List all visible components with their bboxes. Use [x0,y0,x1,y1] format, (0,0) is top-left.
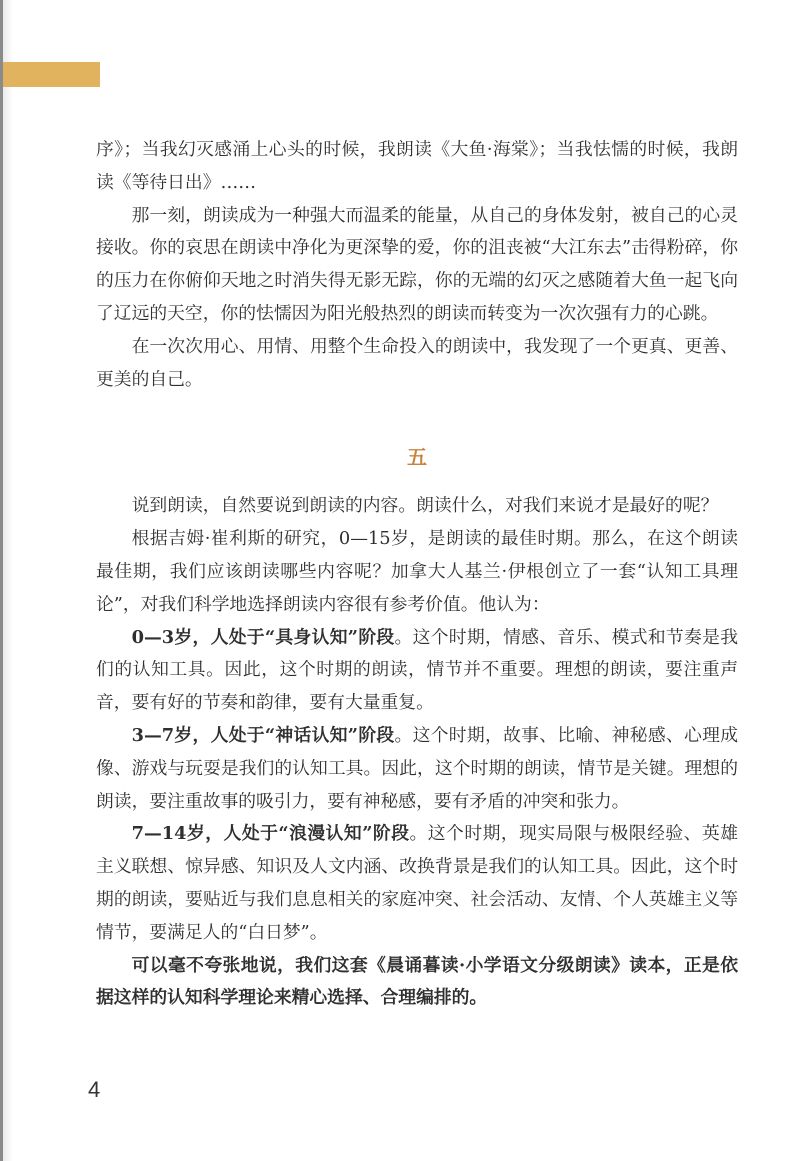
paragraph: 在一次次用心、用情、用整个生命投入的朗读中，我发现了一个更真、更善、更美的自己。 [96,335,738,390]
stage-body: 。这个时期，情感、音乐、模式和节奏是我们的认知工具。因此，这个时期的朗读，情节并不重要。理想的朗读，要注重声音，要有好的节奏和韵律，要有大量重复。 [96,626,738,714]
stage-lead: 3—7岁，人处于“神话认知”阶段 [131,724,395,746]
section-number: 五 [407,445,427,470]
conclusion-paragraph: 可以毫不夸张地说，我们这套《晨诵暮读·小学语文分级朗读》读本，正是依据这样的认知科学理论来精心选择、合理编排的。 [96,954,738,1009]
paragraph: 说到朗读，自然要说到朗读的内容。朗读什么，对我们来说才是最好的呢？ [131,495,719,517]
stage-paragraph [96,818,738,949]
header-accent-bar [3,62,100,87]
stage-lead: 7—14岁，人处于“浪漫认知”阶段 [131,823,410,845]
paragraph: 那一刻，朗读成为一种强大而温柔的能量，从自己的身体发射，被自己的心灵接收。你的哀思在朗读中净化为更深挚的爱，你的沮丧被“大江东去”击得粉碎，你的压力在你俯仰天地之时消失得无影无踪，你的无端的幻灭之感随着大鱼一起飞向了辽远的天空，你的怯懦因为阳光般热烈的朗读而转变为一次次强有力的心跳。 [96,204,738,324]
paragraph-continuation: 序》；当我幻灭感涌上心头的时候，我朗读《大鱼·海棠》；当我怯懦的时候，我朗读《等待日出》…… [96,139,738,193]
stage-lead: 0—3岁，人处于“具身认知”阶段 [131,626,395,648]
page-body [96,134,738,1015]
stage-body: 。这个时期，故事、比喻、神秘感、心理成像、游戏与玩耍是我们的认知工具。因此，这个时期的朗读，情节是关键。理想的朗读，要注重故事的吸引力，要有神秘感，要有矛盾的冲突和张力。 [96,724,738,812]
page-number: 4 [88,1077,101,1102]
page-gutter-shadow [3,0,13,1161]
stage-paragraph [96,720,738,818]
paragraph: 根据吉姆·崔利斯的研究，0—15岁，是朗读的最佳时期。那么，在这个朗读最佳期，我们应该朗读哪些内容呢？加拿大人基兰·伊根创立了一套“认知工具理论”，对我们科学地选择朗读内容很有参考价值。他认为： [96,528,738,615]
stage-body: 。这个时期，现实局限与极限经验、英雄主义联想、惊异感、知识及人文内涵、改换背景是我们的认知工具。因此，这个时期的朗读，要贴近与我们息息相关的家庭冲突、社会活动、友情、个人英雄主义等情节，要满足人的“白日梦”。 [96,823,738,943]
stage-paragraph [96,622,738,720]
